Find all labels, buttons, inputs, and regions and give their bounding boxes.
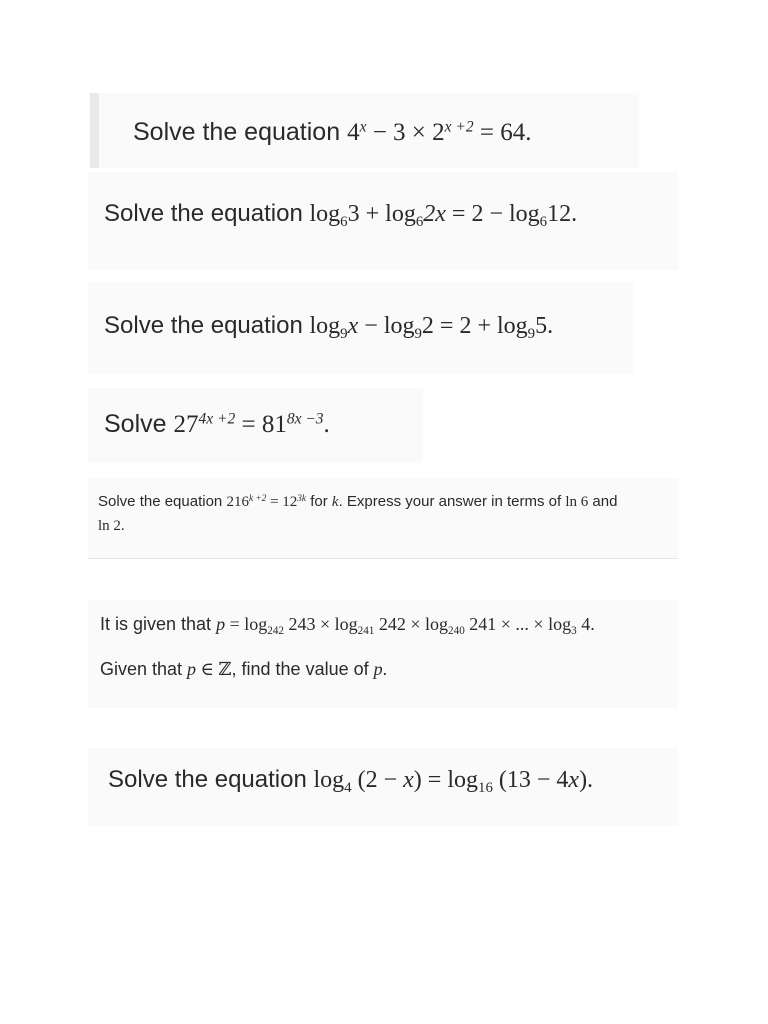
divider <box>88 558 678 559</box>
question-log-base-4-16: Solve the equation $\log_4 (2 - x) = \log_{16} (13 - 4x)$. <box>88 748 678 826</box>
question-line-1: It is given that $p = \log_{242} 243 \times \log_{241} 242 \times \log_{240} 241$ × ... × $\log_3 4$. <box>100 614 595 637</box>
question-line-2: Given that p ∈ ℤ, find the value of p. <box>100 659 388 679</box>
blockquote-bar <box>90 93 99 168</box>
question-ln-answer: Solve the equation $216^{k +2} = 12^{3k}$ for k. Express your answer in terms of ln 6 and ln 2. <box>88 478 678 558</box>
question-log-base-6: Solve the equation $\log_63 + \log_62x = 2 - \log_612$. <box>88 172 678 270</box>
question-text: Solve the equation <box>108 766 314 793</box>
question-log-product <box>88 600 678 708</box>
question-power-equation: Solve $27^{4x +2} = 81^{8x -3}$. <box>88 388 423 463</box>
question-text: Solve the equation <box>98 493 227 510</box>
question-log-base-9: Solve the equation $\log_9x - \log_92 = 2 + \log_95$. <box>88 282 633 374</box>
question-exponential-equation: Solve the equation $4^x - 3 \times 2^{x +2} = 64$. <box>99 93 639 168</box>
question-text: Solve the equation <box>133 118 348 146</box>
question-text: Solve the equation <box>104 200 310 227</box>
question-text: Solve the equation <box>104 312 310 339</box>
question-text: Solve <box>104 410 174 438</box>
